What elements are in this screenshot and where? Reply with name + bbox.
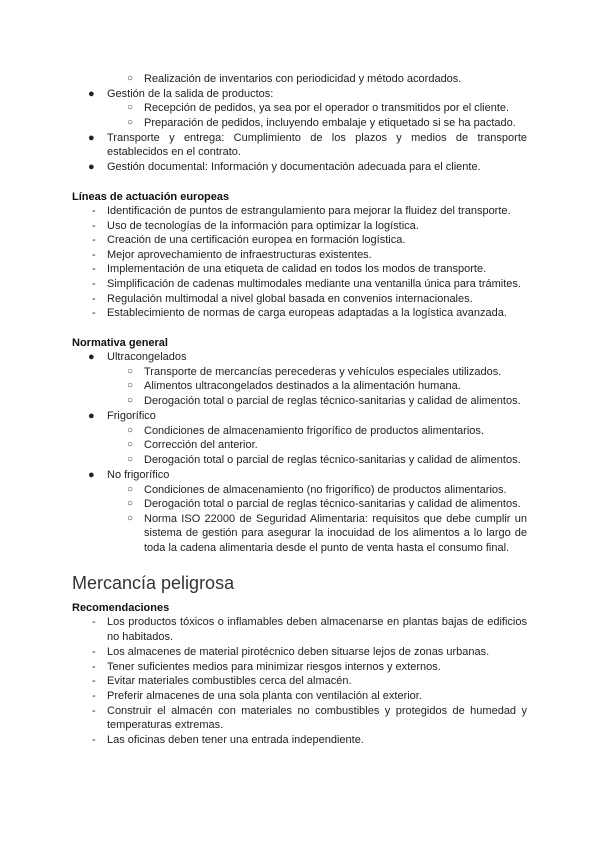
list-item: Implementación de una etiqueta de calidad en todos los modos de transporte. xyxy=(107,263,487,275)
bullet-icon: ● xyxy=(88,88,95,100)
dash-marker: - xyxy=(92,263,96,275)
list-item: Los almacenes de material pirotécnico deben situarse lejos de zonas urbanas. xyxy=(107,646,490,658)
list-item: Derogación total o parcial de reglas técnico-sanitarias y calidad de alimentos. xyxy=(144,454,521,466)
section-title-mercancia: Mercancía peligrosa xyxy=(72,573,235,593)
dash-marker: - xyxy=(92,734,96,746)
list-item-no-frigorifico: No frigorífico xyxy=(107,469,170,481)
bullet-icon: ● xyxy=(88,469,95,481)
dash-marker: - xyxy=(92,205,96,217)
circle-bullet-icon: ○ xyxy=(127,484,134,495)
list-item: Norma ISO 22000 de Seguridad Alimentaria: requisitos que debe cumplir un xyxy=(144,513,527,525)
dash-marker: - xyxy=(92,646,96,658)
list-item: Derogación total o parcial de reglas técnico-sanitarias y calidad de alimentos. xyxy=(144,498,521,510)
list-item-continuation: no habitados. xyxy=(107,631,174,643)
dash-marker: - xyxy=(92,705,96,717)
list-item: Preferir almacenes de una sola planta con ventilación al exterior. xyxy=(107,690,422,702)
dash-marker: - xyxy=(92,675,96,687)
list-item-continuation: establecidos en el contrato. xyxy=(107,146,241,158)
list-item: Las oficinas deben tener una entrada independiente. xyxy=(107,734,364,746)
bullet-icon: ● xyxy=(88,161,95,173)
list-item: Identificación de puntos de estrangulamiento para mejorar la fluidez del transporte. xyxy=(107,205,511,217)
list-item: Evitar materiales combustibles cerca del almacén. xyxy=(107,675,352,687)
list-item: Derogación total o parcial de reglas técnico-sanitarias y calidad de alimentos. xyxy=(144,395,521,407)
circle-bullet-icon: ○ xyxy=(127,439,134,450)
list-item: Preparación de pedidos, incluyendo embalaje y etiquetado si se ha pactado. xyxy=(144,117,516,129)
dash-marker: - xyxy=(92,278,96,290)
list-item-ultracongelados: Ultracongelados xyxy=(107,351,187,363)
dash-marker: - xyxy=(92,293,96,305)
dash-marker: - xyxy=(92,690,96,702)
list-item: Condiciones de almacenamiento (no frigorífico) de productos alimentarios. xyxy=(144,484,507,496)
list-item-continuation: toda la cadena alimentaria desde el punto de venta hasta el consumo final. xyxy=(144,542,510,554)
list-item: Creación de una certificación europea en formación logística. xyxy=(107,234,406,246)
dash-marker: - xyxy=(92,616,96,628)
list-item: Alimentos ultracongelados destinados a la alimentación humana. xyxy=(144,380,461,392)
dash-marker: - xyxy=(92,249,96,261)
list-item: Realización de inventarios con periodicidad y método acordados. xyxy=(144,73,462,85)
dash-marker: - xyxy=(92,220,96,232)
dash-marker: - xyxy=(92,307,96,319)
section-heading-lineas: Líneas de actuación europeas xyxy=(72,191,230,203)
dash-marker: - xyxy=(92,234,96,246)
section-heading-normativa: Normativa general xyxy=(72,337,168,349)
bullet-icon: ● xyxy=(88,132,95,144)
list-item: Regulación multimodal a nivel global basada en convenios internacionales. xyxy=(107,293,473,305)
list-item: Recepción de pedidos, ya sea por el operador o transmitidos por el cliente. xyxy=(144,102,510,114)
circle-bullet-icon: ○ xyxy=(127,395,134,406)
circle-bullet-icon: ○ xyxy=(127,73,134,84)
circle-bullet-icon: ○ xyxy=(127,454,134,465)
circle-bullet-icon: ○ xyxy=(127,425,134,436)
list-item: Gestión de la salida de productos: xyxy=(107,88,274,100)
circle-bullet-icon: ○ xyxy=(127,366,134,377)
list-item: Construir el almacén con materiales no combustibles y protegidos de humedad y xyxy=(107,705,527,717)
list-item-frigorifico: Frigorífico xyxy=(107,410,156,422)
list-item: Corrección del anterior. xyxy=(144,439,258,451)
bullet-icon: ● xyxy=(88,410,95,422)
list-item: Los productos tóxicos o inflamables deben almacenarse en plantas bajas de edificios xyxy=(107,616,527,628)
list-item: Transporte de mercancías perecederas y vehículos especiales utilizados. xyxy=(144,366,502,378)
circle-bullet-icon: ○ xyxy=(127,102,134,113)
circle-bullet-icon: ○ xyxy=(127,380,134,391)
circle-bullet-icon: ○ xyxy=(127,513,134,524)
bullet-icon: ● xyxy=(88,351,95,363)
list-item: Mejor aprovechamiento de infraestructuras existentes. xyxy=(107,249,372,261)
list-item: Establecimiento de normas de carga europeas adaptadas a la logística avanzada. xyxy=(107,307,507,319)
list-item: Uso de tecnologías de la información para optimizar la logística. xyxy=(107,220,419,232)
list-item: Tener suficientes medios para minimizar riesgos internos y externos. xyxy=(107,661,441,673)
list-item: Simplificación de cadenas multimodales mediante una ventanilla única para trámites. xyxy=(107,278,521,290)
list-item-continuation: sistema de gestión para asegurar la inocuidad de los alimentos a lo largo de xyxy=(144,527,527,539)
list-item: Transporte y entrega: Cumplimiento de los plazos y medios de transporte xyxy=(107,132,527,144)
list-item: Condiciones de almacenamiento frigorífico de productos alimentarios. xyxy=(144,425,484,437)
dash-marker: - xyxy=(92,661,96,673)
circle-bullet-icon: ○ xyxy=(127,117,134,128)
list-item: Gestión documental: Información y documentación adecuada para el cliente. xyxy=(107,161,481,173)
section-heading-recomendaciones: Recomendaciones xyxy=(72,602,170,614)
circle-bullet-icon: ○ xyxy=(127,498,134,509)
list-item-continuation: temperaturas extremas. xyxy=(107,719,224,731)
